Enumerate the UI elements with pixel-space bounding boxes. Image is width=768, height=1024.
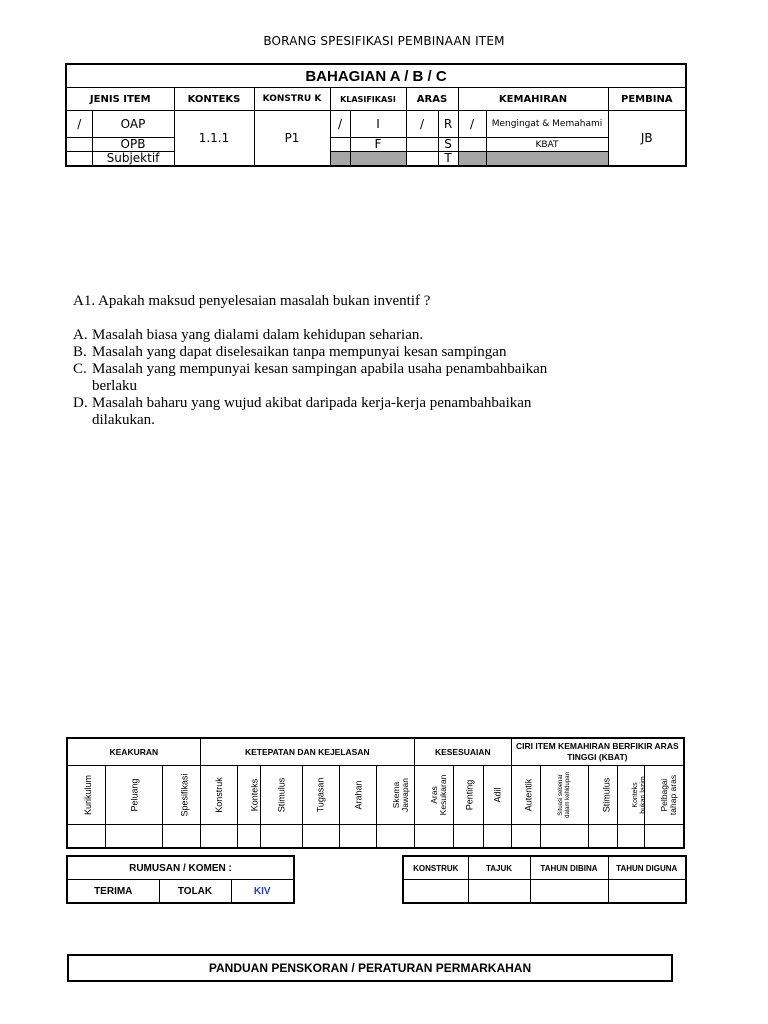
kemahiran-option <box>486 152 608 167</box>
criterion-check-cell[interactable] <box>644 825 684 849</box>
criterion-header: Spesifikasi <box>163 766 200 825</box>
meta-konstruk-cell[interactable] <box>403 880 468 904</box>
klasifikasi-mark-cell <box>330 152 350 167</box>
criterion-check-cell[interactable] <box>67 825 105 849</box>
kemahiran-mark-cell[interactable] <box>458 138 486 152</box>
group-keakuran: KEAKURAN <box>67 738 200 766</box>
option-letter: A. <box>73 327 88 343</box>
criterion-check-cell[interactable] <box>617 825 644 849</box>
criterion-check-cell[interactable] <box>302 825 339 849</box>
terima-option[interactable]: TERIMA <box>67 880 159 904</box>
kemahiran-option: Mengingat & Memahami <box>486 111 608 138</box>
criterion-header: Adil <box>483 766 511 825</box>
aras-mark-cell[interactable] <box>406 138 438 152</box>
jenis-option: OAP <box>92 111 174 138</box>
criterion-check-cell[interactable] <box>238 825 261 849</box>
criterion-header: Tugasan <box>302 766 339 825</box>
jenis-option: Subjektif <box>92 152 174 167</box>
aras-option: R <box>438 111 458 138</box>
scoring-guide-title: PANDUAN PENSKORAN / PERATURAN PERMARKAHAN <box>67 954 673 982</box>
meta-tahun-diguna-header: TAHUN DIGUNA <box>608 856 686 880</box>
option-a <box>73 327 593 344</box>
meta-tajuk-header: TAJUK <box>468 856 530 880</box>
kemahiran-option: KBAT <box>486 138 608 152</box>
option-text: Masalah biasa yang dialami dalam kehidupan seharian. <box>92 327 424 343</box>
aras-mark-cell[interactable] <box>406 152 438 167</box>
criterion-check-cell[interactable] <box>414 825 454 849</box>
criterion-header: Stimulus <box>260 766 302 825</box>
kiv-option[interactable]: KIV <box>231 880 294 904</box>
header-aras: ARAS <box>406 88 458 111</box>
meta-tahun-dibina-cell[interactable] <box>530 880 608 904</box>
header-konstruk: KONSTRU K <box>254 88 330 111</box>
klasifikasi-mark-cell[interactable] <box>330 138 350 152</box>
criterion-check-cell[interactable] <box>163 825 200 849</box>
meta-tahun-dibina-header: TAHUN DIBINA <box>530 856 608 880</box>
header-konteks: KONTEKS <box>174 88 254 111</box>
criterion-header: Peluang <box>105 766 162 825</box>
criterion-header: Konstruk <box>200 766 237 825</box>
aras-mark-cell[interactable]: / <box>406 111 438 138</box>
meta-tajuk-cell[interactable] <box>468 880 530 904</box>
option-d <box>73 395 593 429</box>
group-kesesuaian: KESESUAIAN <box>414 738 511 766</box>
kemahiran-mark-cell <box>458 152 486 167</box>
criterion-header: Konteks <box>238 766 261 825</box>
header-klasifikasi: KLASIFIKASI <box>330 88 406 111</box>
group-kbat: CIRI ITEM KEMAHIRAN BERFIKIR ARAS TINGGI (KBAT) <box>511 738 684 766</box>
konteks-value: 1.1.1 <box>174 111 254 167</box>
option-b <box>73 344 593 361</box>
criterion-header: Autentik <box>511 766 540 825</box>
criterion-header: Situasi sebenar dalam kehidupan <box>540 766 588 825</box>
criterion-header: Aras Kesukaran <box>414 766 454 825</box>
criterion-header: Pelbagai tahap aras <box>644 766 684 825</box>
klasifikasi-mark-cell[interactable]: / <box>330 111 350 138</box>
tolak-option[interactable]: TOLAK <box>159 880 231 904</box>
item-spec-table <box>65 63 687 167</box>
aras-option: S <box>438 138 458 152</box>
item-meta-table <box>402 855 687 904</box>
section-title: BAHAGIAN A / B / C <box>66 64 686 88</box>
criterion-header: Konteks bukan lazim <box>617 766 644 825</box>
criterion-check-cell[interactable] <box>540 825 588 849</box>
criterion-check-cell[interactable] <box>260 825 302 849</box>
review-criteria-table <box>66 737 685 849</box>
kemahiran-mark-cell[interactable]: / <box>458 111 486 138</box>
comment-table <box>66 855 295 904</box>
jenis-option: OPB <box>92 138 174 152</box>
option-text: Masalah baharu yang wujud akibat daripada kerja-kerja penambahbaikan dilakukan. <box>92 395 532 428</box>
criterion-check-cell[interactable] <box>377 825 415 849</box>
criterion-check-cell[interactable] <box>340 825 377 849</box>
question-block <box>73 293 593 429</box>
meta-tahun-diguna-cell[interactable] <box>608 880 686 904</box>
klasifikasi-option: I <box>350 111 406 138</box>
group-ketepatan: KETEPATAN DAN KEJELASAN <box>200 738 414 766</box>
header-jenis-item: JENIS ITEM <box>66 88 174 111</box>
aras-option: T <box>438 152 458 167</box>
criterion-check-cell[interactable] <box>511 825 540 849</box>
header-pembina: PEMBINA <box>608 88 686 111</box>
option-letter: B. <box>73 344 87 360</box>
criterion-check-cell[interactable] <box>483 825 511 849</box>
jenis-mark-cell[interactable] <box>66 138 92 152</box>
criterion-check-cell[interactable] <box>105 825 162 849</box>
criterion-check-cell[interactable] <box>200 825 237 849</box>
jenis-mark-cell[interactable]: / <box>66 111 92 138</box>
meta-konstruk-header: KONSTRUK <box>403 856 468 880</box>
comment-label: RUMUSAN / KOMEN : <box>67 856 294 880</box>
konstruk-value: P1 <box>254 111 330 167</box>
option-text: Masalah yang dapat diselesaikan tanpa mempunyai kesan sampingan <box>92 344 507 360</box>
option-letter: C. <box>73 361 87 377</box>
criterion-header: Penting <box>454 766 483 825</box>
criterion-header: Stimulus <box>588 766 617 825</box>
criterion-header: Kurikulum <box>67 766 105 825</box>
klasifikasi-option <box>350 152 406 167</box>
criterion-header: Skema Jawapan <box>377 766 415 825</box>
question-stem: A1. Apakah maksud penyelesaian masalah bukan inventif ? <box>73 293 431 309</box>
pembina-value: JB <box>608 111 686 167</box>
criterion-check-cell[interactable] <box>454 825 483 849</box>
jenis-mark-cell[interactable] <box>66 152 92 167</box>
option-text: Masalah yang mempunyai kesan sampingan apabila usaha penambahbaikan berlaku <box>92 361 548 394</box>
form-title: BORANG SPESIFIKASI PEMBINAAN ITEM <box>263 34 505 48</box>
header-kemahiran: KEMAHIRAN <box>458 88 608 111</box>
criterion-check-cell[interactable] <box>588 825 617 849</box>
klasifikasi-option: F <box>350 138 406 152</box>
option-letter: D. <box>73 395 88 411</box>
option-c <box>73 361 593 395</box>
criterion-header: Arahan <box>340 766 377 825</box>
